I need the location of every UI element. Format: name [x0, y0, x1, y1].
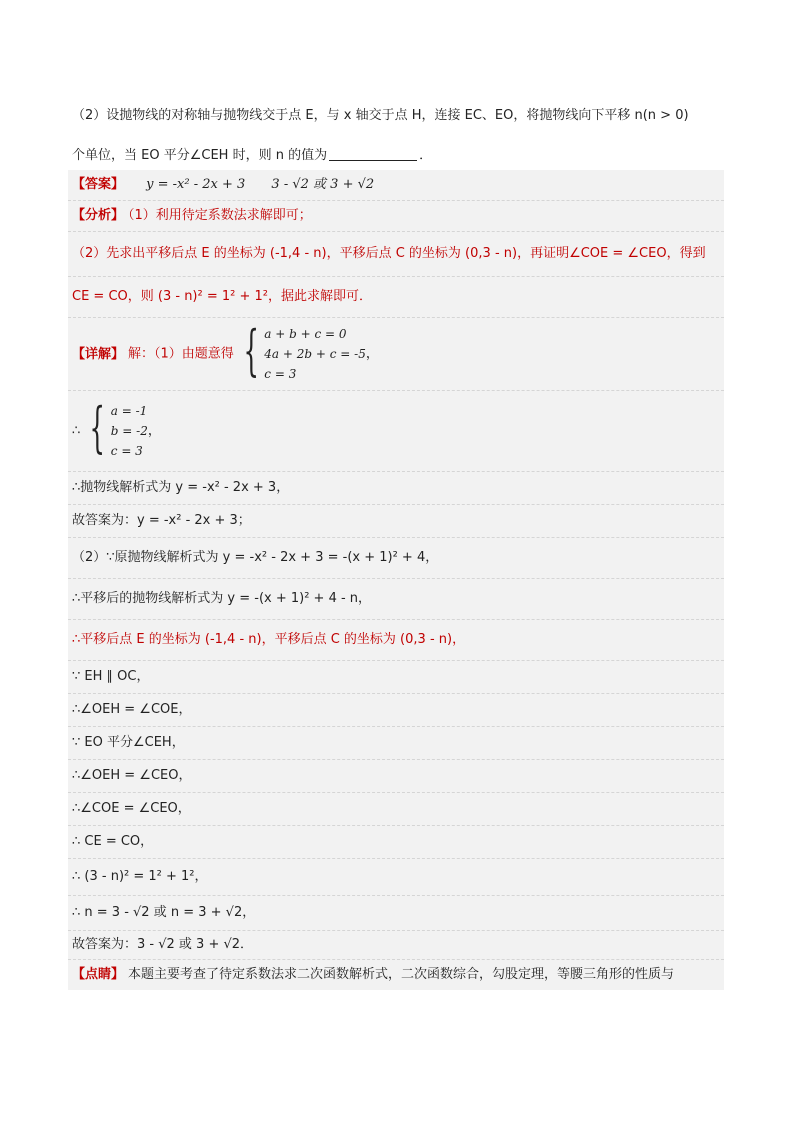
comment-tag: 【点睛】 — [72, 967, 125, 982]
detail-line: 故答案为：3 - √2 或 3 + √2． — [68, 931, 724, 960]
detail-line: ∵ EO 平分∠CEH， — [68, 727, 724, 760]
answer-row — [68, 170, 724, 201]
question-line-1: （2）设抛物线的对称轴与抛物线交于点 E，与 x 轴交于点 H，连接 EC、EO，将抛物线向下平移 n(n > 0) — [72, 108, 689, 123]
detail-tag: 【详解】 — [72, 346, 125, 362]
detail-line: ∴ CE = CO， — [68, 826, 724, 859]
equation-system-2 — [84, 396, 148, 461]
detail-line: ∵ EH ∥ OC， — [68, 661, 724, 694]
analysis-line-3: CE = CO，则 (3 - n)² = 1² + 1²，据此求解即可． — [72, 289, 372, 304]
detail-line: ∴∠COE = ∠CEO， — [68, 793, 724, 826]
system-1-suffix: ， — [365, 346, 379, 362]
detail-line: ∴ n = 3 - √2 或 n = 3 + √2， — [68, 896, 724, 931]
answer-expression-1: y = -x² - 2x + 3 — [146, 177, 246, 192]
equation-system-1 — [238, 319, 366, 384]
question-line-2-end: ． — [419, 148, 433, 163]
answer-tag: 【答案】 — [72, 177, 125, 192]
system-1-eq-2: 4a + 2b + c = -5 — [264, 347, 366, 361]
analysis-row-1 — [68, 201, 724, 232]
brace-icon: { — [243, 319, 259, 382]
detail-line: ∴平移后点 E 的坐标为 (-1,4 - n)，平移后点 C 的坐标为 (0,3 - n)， — [68, 620, 724, 661]
detail-intro: 解：（1）由题意得 — [128, 346, 234, 362]
analysis-line-2: （2）先求出平移后点 E 的坐标为 (-1,4 - n)，平移后点 C 的坐标为 (0,3 - n)，再证明∠COE = ∠CEO，得到 — [72, 246, 706, 261]
detail-line: ∴平移后的抛物线解析式为 y = -(x + 1)² + 4 - n， — [68, 579, 724, 620]
comment-row — [68, 960, 724, 990]
system-1-eq-1: a + b + c = 0 — [264, 327, 347, 341]
therefore-symbol: ∴ — [72, 423, 81, 439]
solution-panel — [68, 170, 724, 990]
analysis-tag: 【分析】 — [72, 208, 125, 223]
detail-line: （2）∵原抛物线解析式为 y = -x² - 2x + 3 = -(x + 1)² + 4， — [68, 538, 724, 579]
detail-line: 故答案为：y = -x² - 2x + 3； — [68, 505, 724, 538]
detail-line: ∴抛物线解析式为 y = -x² - 2x + 3， — [68, 472, 724, 505]
answer-blank — [329, 146, 417, 161]
question-line-2 — [72, 146, 432, 166]
answer-expression-2: 3 - √2 或 3 + √2 — [271, 177, 375, 192]
system-2-suffix: ， — [147, 423, 161, 439]
comment-text: 本题主要考查了待定系数法求二次函数解析式，二次函数综合，勾股定理，等腰三角形的性质与 — [128, 967, 675, 982]
detail-line: ∴∠OEH = ∠CEO， — [68, 760, 724, 793]
brace-icon: { — [89, 396, 106, 459]
system-1-eq-3: c = 3 — [264, 367, 297, 381]
system-2-eq-2: b = -2 — [110, 424, 148, 438]
detail-row-system-1 — [68, 318, 724, 391]
detail-line: ∴ (3 - n)² = 1² + 1²， — [68, 859, 724, 896]
system-2-eq-1: a = -1 — [110, 404, 148, 418]
system-2-eq-3: c = 3 — [110, 444, 143, 458]
analysis-row-2 — [68, 232, 724, 277]
analysis-row-3 — [68, 277, 724, 318]
question-line-2-text: 个单位，当 EO 平分∠CEH 时，则 n 的值为 — [72, 148, 328, 163]
detail-row-system-2 — [68, 391, 724, 472]
analysis-line-1: （1）利用待定系数法求解即可； — [128, 208, 312, 223]
detail-line: ∴∠OEH = ∠COE， — [68, 694, 724, 727]
